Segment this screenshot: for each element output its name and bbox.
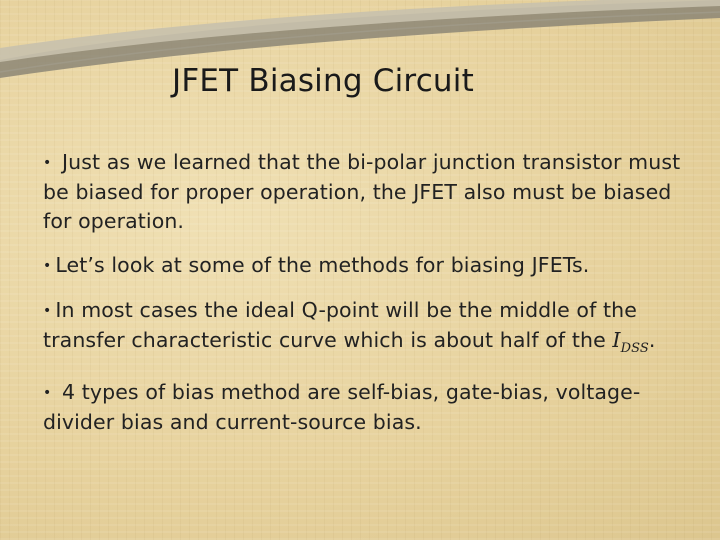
math-subscript: DSS bbox=[620, 341, 649, 357]
bullet-item bbox=[43, 378, 693, 437]
bullet-text-after: . bbox=[648, 328, 656, 352]
math-symbol: I bbox=[612, 328, 621, 352]
bullet-item bbox=[43, 148, 693, 236]
slide-body bbox=[43, 148, 693, 452]
bullet-icon: • bbox=[43, 385, 52, 402]
bullet-item bbox=[43, 296, 693, 363]
bullet-icon: • bbox=[43, 303, 52, 319]
slide-title: JFET Biasing Circuit bbox=[172, 63, 474, 99]
bullet-text: In most cases the ideal Q-point will be the middle of the transfer characteristic curve which is about half of the bbox=[43, 298, 637, 352]
bullet-icon: • bbox=[43, 258, 52, 274]
bullet-text: Let’s look at some of the methods for biasing JFETs. bbox=[55, 253, 590, 277]
bullet-text: Just as we learned that the bi-polar junction transistor must be biased for proper operation, the JFET also must be biased for operation. bbox=[43, 150, 681, 233]
bullet-text: 4 types of bias method are self-bias, gate-bias, voltage-divider bias and current-source bias. bbox=[43, 380, 641, 435]
bullet-item bbox=[43, 251, 693, 281]
bullet-icon: • bbox=[43, 155, 52, 171]
idss-symbol bbox=[612, 328, 649, 357]
